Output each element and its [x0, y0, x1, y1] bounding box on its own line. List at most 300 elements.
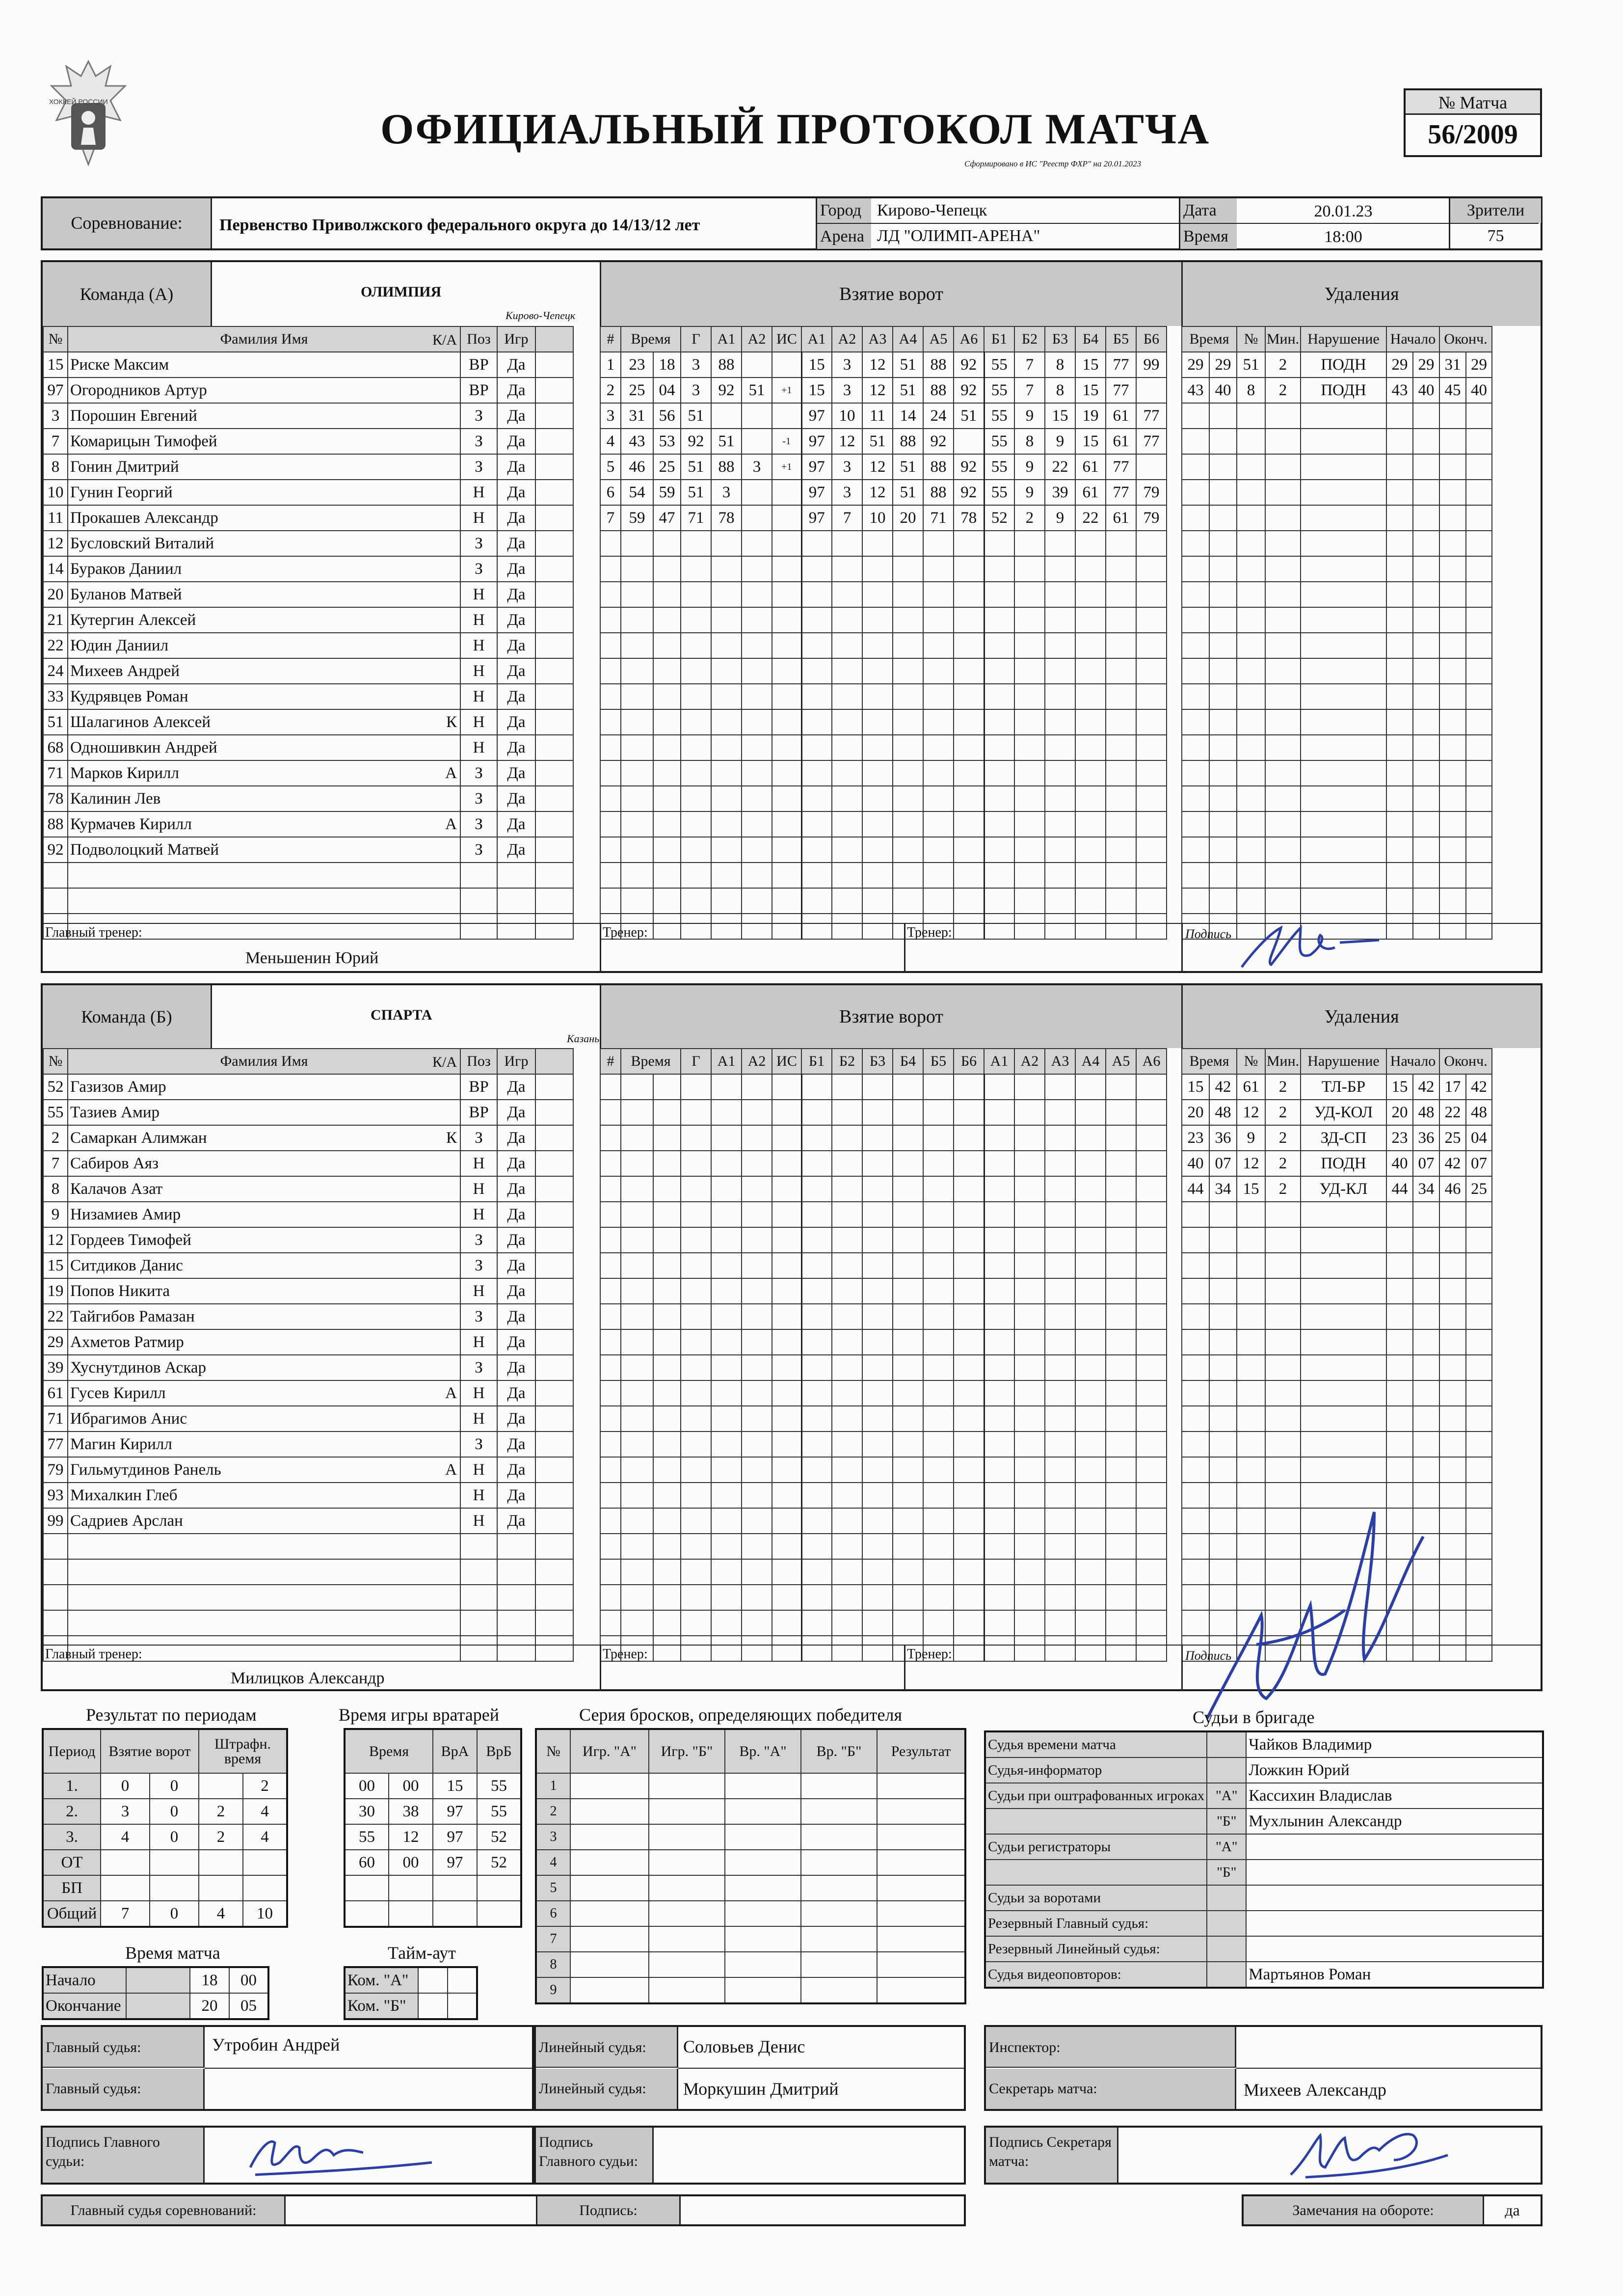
penalty-start-min — [1386, 1457, 1413, 1483]
goal-number — [600, 863, 621, 888]
player-number: 15 — [43, 352, 68, 378]
goal-cell — [1075, 1253, 1106, 1278]
goal-cell — [1045, 607, 1075, 633]
penalty-time-min — [1182, 684, 1209, 709]
player-name-cell — [68, 531, 460, 556]
goal-cell — [742, 633, 772, 658]
goal-cell — [801, 531, 832, 556]
goal-cell — [832, 863, 862, 888]
team-a-penalty-row — [1182, 760, 1492, 786]
penalty-end-sec — [1466, 658, 1492, 684]
team-b-name: СПАРТА — [371, 1007, 432, 1023]
goal-cell — [893, 1151, 923, 1176]
team-b-goal-row — [600, 1610, 1167, 1636]
goal-cell — [801, 658, 832, 684]
goal-cell — [711, 1432, 742, 1457]
goal-cell — [984, 888, 1014, 914]
player-number: 24 — [43, 658, 68, 684]
player-name-cell — [68, 760, 460, 786]
penalty-start-sec: 48 — [1413, 1100, 1439, 1125]
team-b-player-row — [43, 1585, 573, 1610]
team-b-goal-row — [600, 1636, 1167, 1661]
goal-cell — [681, 1100, 711, 1125]
team-a-goal-row — [600, 556, 1167, 582]
match-time-block — [42, 1966, 269, 2020]
team-b-goal-row — [600, 1227, 1167, 1253]
goal-cell — [893, 1329, 923, 1355]
team-a-penalty-row — [1182, 607, 1492, 633]
penalty-start-min — [1386, 1432, 1413, 1457]
player-position: З — [460, 1355, 497, 1380]
player-plays: Да — [497, 1508, 535, 1534]
player-spare — [535, 786, 573, 811]
penalty-time-min — [1182, 658, 1209, 684]
player-plays: Да — [497, 1125, 535, 1151]
goal-cell — [862, 1304, 893, 1329]
player-number: 20 — [43, 582, 68, 607]
team-b-penalty-row — [1182, 1278, 1492, 1304]
periods-col-period: Период — [43, 1729, 101, 1773]
goal-cell — [772, 1406, 801, 1432]
team-a-roster — [43, 326, 574, 940]
official-name: Ложкин Юрий — [1246, 1757, 1543, 1783]
player-number: 97 — [43, 378, 68, 403]
goal-cell: 61 — [1106, 505, 1136, 531]
goal-cell — [772, 1176, 801, 1202]
goal-cell — [893, 735, 923, 760]
player-name: Калинин Лев — [70, 789, 161, 808]
goal-cell — [772, 1278, 801, 1304]
official-side — [1207, 1911, 1246, 1936]
player-name-cell — [68, 863, 460, 888]
goal-time — [621, 582, 653, 607]
team-a-col-time: Время — [1182, 326, 1237, 352]
goal-cell — [832, 658, 862, 684]
goal-cell — [1014, 735, 1045, 760]
goal-cell — [893, 1176, 923, 1202]
competition-label: Соревнование: — [43, 198, 212, 248]
player-plays: Да — [497, 1406, 535, 1432]
team-a-label: Команда (А) — [43, 262, 212, 326]
goal-cell — [681, 1151, 711, 1176]
gk-row — [345, 1850, 521, 1875]
official-side: "А" — [1207, 1783, 1246, 1809]
penalty-time-sec: 29 — [1209, 352, 1237, 378]
penalty-minutes — [1265, 1355, 1301, 1380]
penalty-start-min — [1386, 1304, 1413, 1329]
team-b-goal-row — [600, 1355, 1167, 1380]
player-number: 10 — [43, 480, 68, 505]
goal-cell — [711, 633, 742, 658]
shootout-number: 2 — [536, 1799, 570, 1824]
goal-number: 1 — [600, 352, 621, 378]
player-spare — [535, 1559, 573, 1585]
penalty-start-sec — [1413, 811, 1439, 837]
penalty-start-sec — [1413, 429, 1439, 454]
goal-cell: 77 — [1106, 352, 1136, 378]
goal-cell: 12 — [832, 429, 862, 454]
goal-cell — [742, 1355, 772, 1380]
goal-time: 43 — [621, 429, 653, 454]
team-b-col-12: А1 — [984, 1049, 1014, 1074]
penalty-end-sec: 29 — [1466, 352, 1492, 378]
team-a-col-play: Игр — [497, 326, 535, 352]
shootout-cell — [649, 1799, 725, 1824]
goal-cell — [893, 1534, 923, 1559]
goal-cell — [954, 811, 984, 837]
period-value: 4 — [199, 1901, 243, 1927]
team-a-goal-row — [600, 480, 1167, 505]
competition-judge-box — [41, 2194, 966, 2226]
penalty-minutes — [1265, 1202, 1301, 1227]
player-name-cell — [68, 888, 460, 914]
player-number: 99 — [43, 1508, 68, 1534]
player-name: Кутергин Алексей — [70, 611, 196, 629]
player-name-cell — [68, 1483, 460, 1508]
penalty-start-min — [1386, 607, 1413, 633]
goal-cell — [772, 684, 801, 709]
shootout-cell — [801, 1850, 877, 1875]
goal-cell — [1014, 1151, 1045, 1176]
team-b-col-4: А2 — [742, 1049, 772, 1074]
arena-value: ЛД "ОЛИМП-АРЕНА" — [877, 227, 1040, 245]
gk-value: 52 — [477, 1824, 521, 1850]
penalty-start-min — [1386, 1253, 1413, 1278]
goal-number — [600, 786, 621, 811]
goal-cell — [1045, 1508, 1075, 1534]
team-b-penalty-row — [1182, 1176, 1492, 1202]
penalty-end-min — [1439, 709, 1466, 735]
goal-cell — [1014, 888, 1045, 914]
goal-time: 31 — [621, 403, 653, 429]
team-b-col-name-text: Фамилия Имя — [220, 1053, 308, 1069]
penalty-start-min — [1386, 633, 1413, 658]
goal-cell — [772, 1151, 801, 1176]
goal-cell — [832, 1125, 862, 1151]
goal-cell — [711, 811, 742, 837]
team-b-head-coach: Милицков Александр — [231, 1669, 385, 1687]
gk-value: 97 — [433, 1850, 477, 1875]
player-name-cell — [68, 1253, 460, 1278]
penalty-start-sec — [1413, 531, 1439, 556]
goal-cell — [1106, 1508, 1136, 1534]
penalty-minutes — [1265, 888, 1301, 914]
goal-cell — [1075, 556, 1106, 582]
penalty-start-sec — [1413, 1355, 1439, 1380]
goal-cell — [1136, 1636, 1167, 1661]
player-position: Н — [460, 505, 497, 531]
shootout-number: 1 — [536, 1773, 570, 1799]
player-name-cell — [68, 403, 460, 429]
goal-cell — [832, 1329, 862, 1355]
player-name-cell — [68, 1074, 460, 1100]
penalty-player — [1237, 658, 1265, 684]
gk-value — [345, 1875, 389, 1901]
team-a-penalty-row — [1182, 735, 1492, 760]
team-b-penalty-row — [1182, 1227, 1492, 1253]
goal-cell — [893, 1610, 923, 1636]
goal-cell: 51 — [893, 378, 923, 403]
penalty-violation — [1301, 658, 1386, 684]
player-number — [43, 1534, 68, 1559]
goal-cell — [772, 1534, 801, 1559]
goal-cell — [1106, 1074, 1136, 1100]
goal-time — [653, 1074, 681, 1100]
penalty-violation — [1301, 556, 1386, 582]
goal-time: 53 — [653, 429, 681, 454]
penalty-start-sec — [1413, 403, 1439, 429]
goal-cell — [1106, 633, 1136, 658]
main-referee-sign-label — [43, 2128, 205, 2183]
goal-cell — [923, 863, 954, 888]
player-spare — [535, 735, 573, 760]
goal-cell — [1136, 888, 1167, 914]
penalty-time-min: 40 — [1182, 1151, 1209, 1176]
team-a-penalty-row — [1182, 378, 1492, 403]
timeout-title: Тайм-аут — [388, 1943, 456, 1963]
goal-cell — [923, 1559, 954, 1585]
goal-cell — [923, 684, 954, 709]
player-plays: Да — [497, 1380, 535, 1406]
team-b-col-empty — [535, 1049, 573, 1074]
player-plays: Да — [497, 1278, 535, 1304]
goal-cell — [772, 1304, 801, 1329]
player-name: Порошин Евгений — [70, 406, 197, 425]
penalty-end-sec — [1466, 709, 1492, 735]
goal-cell — [862, 1253, 893, 1278]
penalty-time-min — [1182, 1278, 1209, 1304]
goal-cell — [1136, 1534, 1167, 1559]
goal-cell — [681, 1457, 711, 1483]
goal-cell — [681, 1202, 711, 1227]
goal-cell: 7 — [1014, 352, 1045, 378]
player-name: Сабиров Аяз — [70, 1154, 159, 1172]
player-spare — [535, 1585, 573, 1610]
goal-time — [621, 658, 653, 684]
shootout-cell — [801, 1824, 877, 1850]
penalty-player: 8 — [1237, 378, 1265, 403]
penalty-time-min: 44 — [1182, 1176, 1209, 1202]
goal-time: 25 — [653, 454, 681, 480]
penalty-end-sec — [1466, 429, 1492, 454]
goal-cell — [862, 1585, 893, 1610]
penalty-violation — [1301, 863, 1386, 888]
penalty-minutes — [1265, 709, 1301, 735]
team-b-goal-row — [600, 1534, 1167, 1559]
penalty-start-sec — [1413, 1253, 1439, 1278]
team-a-signature-label: Подпись — [1185, 927, 1231, 941]
line-referees-box — [534, 2025, 966, 2111]
goal-time — [653, 1380, 681, 1406]
goal-cell — [832, 1074, 862, 1100]
goal-cell — [923, 582, 954, 607]
player-spare — [535, 429, 573, 454]
team-a-col-2: Г — [681, 326, 711, 352]
goal-number — [600, 684, 621, 709]
goal-cell — [923, 1355, 954, 1380]
penalty-minutes — [1265, 1278, 1301, 1304]
goal-cell — [893, 811, 923, 837]
goal-cell — [984, 1457, 1014, 1483]
penalty-violation — [1301, 1406, 1386, 1432]
goal-cell — [862, 633, 893, 658]
player-name: Калачов Азат — [70, 1180, 163, 1198]
goal-cell — [1136, 633, 1167, 658]
goal-cell — [1075, 1278, 1106, 1304]
goal-cell — [893, 1202, 923, 1227]
period-value — [199, 1850, 243, 1875]
goal-cell: 15 — [1075, 352, 1106, 378]
goal-cell — [862, 837, 893, 863]
penalty-end-min — [1439, 811, 1466, 837]
goal-cell: 92 — [954, 352, 984, 378]
player-position: З — [460, 403, 497, 429]
goal-number: 3 — [600, 403, 621, 429]
goal-cell — [1045, 1585, 1075, 1610]
official-name: Мартьянов Роман — [1246, 1962, 1543, 1988]
goal-cell: 3 — [832, 454, 862, 480]
goal-cell — [923, 633, 954, 658]
goal-time — [653, 1432, 681, 1457]
goal-cell — [1045, 658, 1075, 684]
player-position — [460, 888, 497, 914]
goal-cell: 99 — [1136, 352, 1167, 378]
goal-number — [600, 837, 621, 863]
gk-value: 97 — [433, 1799, 477, 1824]
goal-cell — [923, 837, 954, 863]
team-a-goals — [600, 326, 1167, 940]
goal-cell: 92 — [954, 378, 984, 403]
team-a-penalty-row — [1182, 888, 1492, 914]
goal-time — [621, 1483, 653, 1508]
team-b-city: Казань — [567, 1032, 600, 1045]
goal-cell — [801, 786, 832, 811]
penalty-time-sec — [1209, 811, 1237, 837]
goal-cell — [954, 684, 984, 709]
goal-cell — [742, 760, 772, 786]
penalty-minutes — [1265, 633, 1301, 658]
goal-cell — [1136, 607, 1167, 633]
goal-cell — [923, 1406, 954, 1432]
player-spare — [535, 352, 573, 378]
goal-cell — [1136, 582, 1167, 607]
penalty-violation: ТЛ-БР — [1301, 1074, 1386, 1100]
penalty-time-sec: 07 — [1209, 1151, 1237, 1176]
goal-cell: 55 — [984, 403, 1014, 429]
officials-block — [984, 1730, 1544, 1989]
team-a-col-violation: Нарушение — [1301, 326, 1386, 352]
player-name-cell — [68, 633, 460, 658]
penalty-player — [1237, 1227, 1265, 1253]
goal-cell — [1106, 1406, 1136, 1432]
goal-cell: 3 — [832, 480, 862, 505]
goal-cell — [801, 1432, 832, 1457]
player-name-cell — [68, 684, 460, 709]
goal-cell — [711, 1202, 742, 1227]
goal-cell — [1136, 378, 1167, 403]
team-a-penalty-row — [1182, 429, 1492, 454]
goal-cell: 3 — [832, 352, 862, 378]
player-number: 51 — [43, 709, 68, 735]
goal-cell — [954, 1253, 984, 1278]
goal-cell — [1014, 1125, 1045, 1151]
player-spare — [535, 531, 573, 556]
goal-cell — [772, 403, 801, 429]
goal-cell — [801, 1483, 832, 1508]
penalty-end-sec — [1466, 1483, 1492, 1508]
team-a-player-row — [43, 454, 573, 480]
line-referee-label-1: Линейный судья: — [536, 2027, 678, 2068]
goal-cell: 78 — [711, 505, 742, 531]
penalty-end-min — [1439, 760, 1466, 786]
goal-cell — [711, 1253, 742, 1278]
goal-number — [600, 1355, 621, 1380]
team-b-col-ka: К/А — [432, 1054, 457, 1070]
shootout-cell — [877, 1799, 965, 1824]
team-b-goal-row — [600, 1508, 1167, 1534]
goal-cell — [772, 1125, 801, 1151]
penalty-player: 15 — [1237, 1176, 1265, 1202]
shootout-cell — [877, 1773, 965, 1799]
player-name: Гусев Кирилл — [70, 1384, 166, 1402]
line-referee-1: Соловьев Денис — [683, 2037, 805, 2056]
player-position — [460, 1559, 497, 1585]
player-name: Ибрагимов Анис — [70, 1409, 187, 1428]
team-b-col-start: Начало — [1386, 1049, 1439, 1074]
penalty-time-min: 43 — [1182, 378, 1209, 403]
goal-cell — [1045, 1432, 1075, 1457]
penalty-start-sec — [1413, 1457, 1439, 1483]
penalty-time-sec — [1209, 760, 1237, 786]
goal-cell — [832, 531, 862, 556]
team-a-penalty-row — [1182, 505, 1492, 531]
goal-cell — [1045, 1278, 1075, 1304]
goal-time — [621, 837, 653, 863]
goal-cell — [984, 760, 1014, 786]
goal-cell — [1075, 1610, 1106, 1636]
goal-number — [600, 709, 621, 735]
team-a-col-8: А3 — [862, 326, 893, 352]
penalty-start-min — [1386, 888, 1413, 914]
official-side — [1207, 1936, 1246, 1962]
goal-cell — [801, 1355, 832, 1380]
player-plays: Да — [497, 735, 535, 760]
penalty-time-sec — [1209, 1380, 1237, 1406]
goal-cell — [1075, 1483, 1106, 1508]
gk-value: 60 — [345, 1850, 389, 1875]
goal-cell — [742, 1610, 772, 1636]
player-name-cell — [68, 735, 460, 760]
goal-cell — [1136, 1585, 1167, 1610]
player-plays: Да — [497, 352, 535, 378]
penalty-end-min — [1439, 735, 1466, 760]
goal-cell — [1136, 1304, 1167, 1329]
penalty-start-min — [1386, 863, 1413, 888]
player-number: 14 — [43, 556, 68, 582]
main-referee-label-1: Главный судья: — [43, 2027, 205, 2068]
goal-cell — [954, 1534, 984, 1559]
player-name-cell — [68, 658, 460, 684]
goal-cell — [1014, 914, 1045, 939]
shootout-number: 6 — [536, 1901, 570, 1926]
gk-time-title: Время игры вратарей — [339, 1705, 499, 1725]
official-name — [1246, 1911, 1543, 1936]
player-position: Н — [460, 709, 497, 735]
team-b-goal-row — [600, 1483, 1167, 1508]
goal-cell — [711, 1355, 742, 1380]
team-b-goal-row — [600, 1559, 1167, 1585]
shootout-cell — [570, 1850, 649, 1875]
